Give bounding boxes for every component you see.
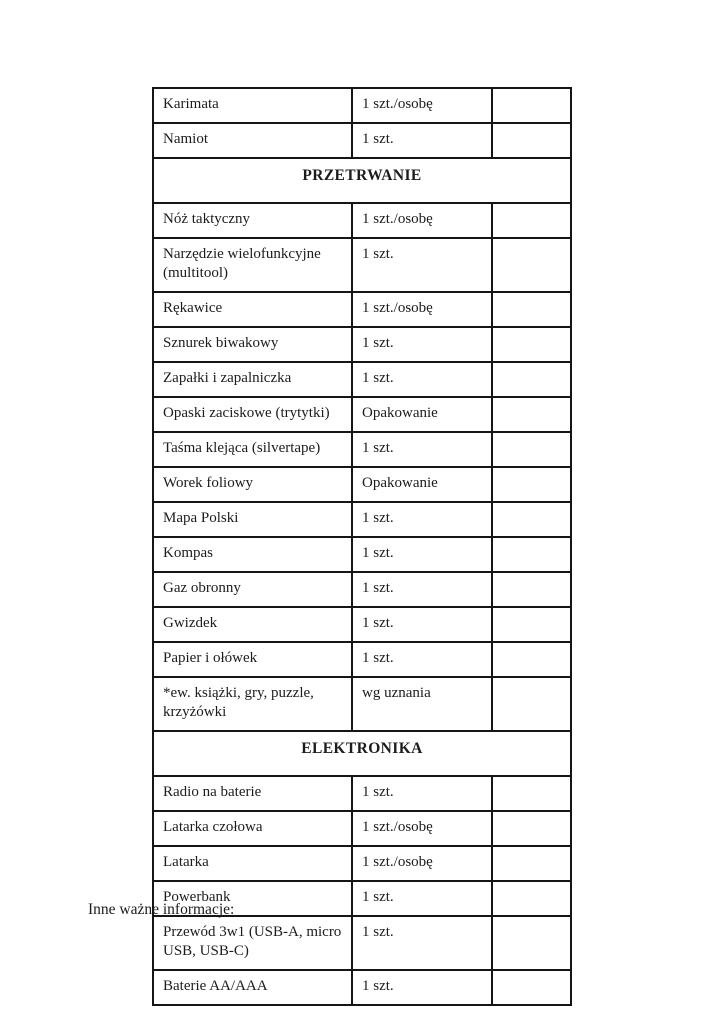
section-header-cell: ELEKTRONIKA: [153, 731, 571, 776]
item-name-cell: Gaz obronny: [153, 572, 352, 607]
check-cell: [492, 916, 571, 970]
item-quantity-cell: 1 szt.: [352, 502, 492, 537]
check-cell: [492, 88, 571, 123]
item-name-cell: Mapa Polski: [153, 502, 352, 537]
table-row: [153, 811, 571, 846]
item-name-cell: Przewód 3w1 (USB-A, micro USB, USB-C): [153, 916, 352, 970]
check-cell: [492, 572, 571, 607]
item-quantity-cell: Opakowanie: [352, 467, 492, 502]
item-quantity-cell: 1 szt.: [352, 537, 492, 572]
table-row: [153, 537, 571, 572]
item-name-cell: Baterie AA/AAA: [153, 970, 352, 1005]
check-cell: [492, 292, 571, 327]
check-cell: [492, 203, 571, 238]
item-quantity-cell: 1 szt./osobę: [352, 292, 492, 327]
item-name-cell: *ew. książki, gry, puzzle, krzyżówki: [153, 677, 352, 731]
item-name-cell: Zapałki i zapalniczka: [153, 362, 352, 397]
check-cell: [492, 397, 571, 432]
table-row: [153, 397, 571, 432]
item-name-cell: Karimata: [153, 88, 352, 123]
item-name-cell: Latarka: [153, 846, 352, 881]
check-cell: [492, 642, 571, 677]
item-name-cell: Nóż taktyczny: [153, 203, 352, 238]
item-quantity-cell: 1 szt.: [352, 123, 492, 158]
check-cell: [492, 677, 571, 731]
check-cell: [492, 327, 571, 362]
item-name-cell: Papier i ołówek: [153, 642, 352, 677]
table-row: [153, 467, 571, 502]
check-cell: [492, 776, 571, 811]
item-quantity-cell: 1 szt.: [352, 432, 492, 467]
item-quantity-cell: 1 szt.: [352, 642, 492, 677]
table-row: [153, 88, 571, 123]
section-header-cell: PRZETRWANIE: [153, 158, 571, 203]
item-quantity-cell: 1 szt.: [352, 970, 492, 1005]
item-quantity-cell: 1 szt.: [352, 916, 492, 970]
check-cell: [492, 537, 571, 572]
item-quantity-cell: 1 szt./osobę: [352, 811, 492, 846]
item-quantity-cell: Opakowanie: [352, 397, 492, 432]
item-quantity-cell: 1 szt./osobę: [352, 846, 492, 881]
check-cell: [492, 811, 571, 846]
check-cell: [492, 881, 571, 916]
item-name-cell: Opaski zaciskowe (trytytki): [153, 397, 352, 432]
table-row: [153, 203, 571, 238]
table-row: [153, 846, 571, 881]
table-row: [153, 776, 571, 811]
item-name-cell: Worek foliowy: [153, 467, 352, 502]
check-cell: [492, 846, 571, 881]
check-cell: [492, 970, 571, 1005]
item-name-cell: Taśma klejąca (silvertape): [153, 432, 352, 467]
item-quantity-cell: 1 szt.: [352, 607, 492, 642]
table-row: [153, 292, 571, 327]
item-quantity-cell: 1 szt.: [352, 572, 492, 607]
item-quantity-cell: 1 szt.: [352, 238, 492, 292]
item-name-cell: Latarka czołowa: [153, 811, 352, 846]
table-row: [153, 502, 571, 537]
check-cell: [492, 238, 571, 292]
table-row: [153, 432, 571, 467]
equipment-table-container: [152, 87, 570, 1006]
table-row: [153, 123, 571, 158]
item-name-cell: Sznurek biwakowy: [153, 327, 352, 362]
item-name-cell: Radio na baterie: [153, 776, 352, 811]
item-quantity-cell: wg uznania: [352, 677, 492, 731]
check-cell: [492, 123, 571, 158]
item-name-cell: Gwizdek: [153, 607, 352, 642]
check-cell: [492, 502, 571, 537]
table-row: [153, 238, 571, 292]
item-name-cell: Powerbank: [153, 881, 352, 916]
item-name-cell: Narzędzie wielofunkcyjne (multitool): [153, 238, 352, 292]
item-name-cell: Rękawice: [153, 292, 352, 327]
check-cell: [492, 607, 571, 642]
table-row: [153, 970, 571, 1005]
item-quantity-cell: 1 szt./osobę: [352, 88, 492, 123]
section-header-row: [153, 731, 571, 776]
section-header-row: [153, 158, 571, 203]
item-quantity-cell: 1 szt.: [352, 881, 492, 916]
item-name-cell: Namiot: [153, 123, 352, 158]
table-row: [153, 572, 571, 607]
table-row: [153, 916, 571, 970]
item-quantity-cell: 1 szt.: [352, 776, 492, 811]
table-row: [153, 362, 571, 397]
check-cell: [492, 467, 571, 502]
equipment-table: [152, 87, 572, 1006]
item-quantity-cell: 1 szt.: [352, 327, 492, 362]
item-quantity-cell: 1 szt.: [352, 362, 492, 397]
table-row: [153, 677, 571, 731]
item-quantity-cell: 1 szt./osobę: [352, 203, 492, 238]
equipment-table-body: [153, 88, 571, 1005]
check-cell: [492, 362, 571, 397]
table-row: [153, 642, 571, 677]
other-important-info-label: Inne ważne informacje:: [88, 901, 235, 918]
table-row: [153, 607, 571, 642]
item-name-cell: Kompas: [153, 537, 352, 572]
check-cell: [492, 432, 571, 467]
table-row: [153, 327, 571, 362]
